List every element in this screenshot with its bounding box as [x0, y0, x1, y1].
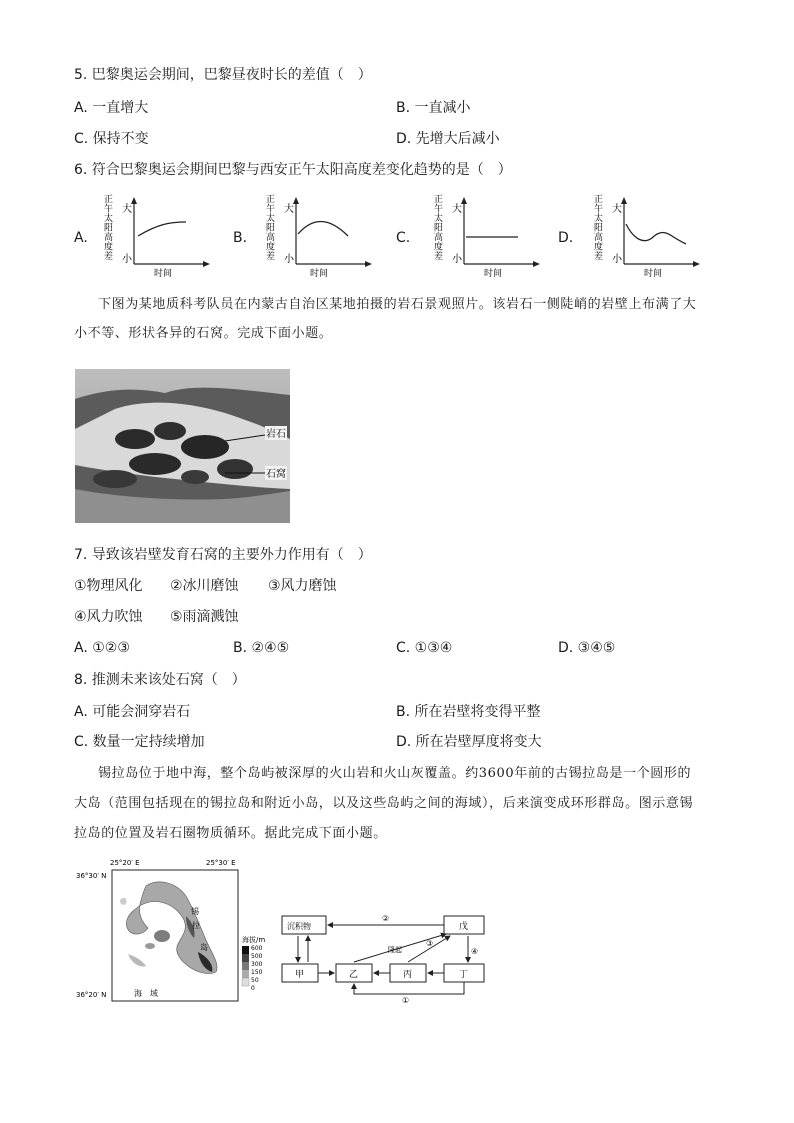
- graph-a-xlabel: 时间: [154, 269, 173, 278]
- q7-item-1: ①物理风化: [74, 578, 143, 594]
- label-bing: 丙: [403, 970, 413, 980]
- q7-option-b: B. ②④⑤: [233, 640, 290, 656]
- lat-bottom: 36°20′ N: [76, 991, 107, 999]
- q5-option-c: C. 保持不变: [74, 131, 149, 147]
- passage2-line2: 大岛（范围包括现在的锡拉岛和附近小岛，以及这些岛屿之间的海域），后来演变成环形群岛。图示意锡: [74, 796, 694, 811]
- label-n3: ③: [426, 939, 434, 948]
- q5-option-a: A. 一直增大: [74, 100, 149, 116]
- q8-stem: 8. 推测未来该处石窝（ ）: [74, 672, 246, 688]
- passage2-line1: 锡拉岛位于地中海，整个岛屿被深厚的火山岩和火山灰覆盖。约3600年前的古锡拉岛是一个圆形的: [98, 766, 692, 781]
- graph-b-ylabel-v: 正午太阳高度差: [266, 195, 276, 262]
- q7-item-3: ③风力磨蚀: [268, 578, 337, 594]
- q6-graph-d: [588, 194, 703, 278]
- label-sediment: 沉积物: [287, 922, 311, 931]
- graph-b-xlabel: 时间: [310, 269, 329, 278]
- rock-photo: [75, 369, 290, 523]
- legend-500: 500: [251, 953, 263, 960]
- q8-option-b: B. 所在岩壁将变得平整: [396, 704, 541, 720]
- graph-a-ylabel-v: 正午太阳高度差: [104, 195, 114, 262]
- graph-c-big: 大: [452, 204, 462, 215]
- graph-d-xlabel: 时间: [644, 269, 663, 278]
- graph-c-ylabel-v: 正午太阳高度差: [434, 195, 444, 262]
- legend-150: 150: [251, 969, 263, 976]
- legend-0: 0: [251, 985, 255, 992]
- legend-title: 海拔/m: [242, 936, 266, 944]
- q7-stem: 7. 导致该岩壁发育石窝的主要外力作用有（ ）: [74, 547, 372, 563]
- q8-option-d: D. 所在岩壁厚度将变大: [396, 734, 542, 750]
- curve-a: [138, 222, 186, 236]
- graph-d-small: 小: [612, 254, 622, 265]
- label-n2: ②: [382, 914, 390, 923]
- q5-option-d: D. 先增大后减小: [396, 131, 500, 147]
- q7-option-c: C. ①③④: [396, 640, 453, 656]
- passage2-line3: 拉岛的位置及岩石圈物质循环。据此完成下面小题。: [74, 826, 387, 841]
- graph-a-small: 小: [122, 254, 132, 265]
- graph-b-big: 大: [284, 204, 294, 215]
- graph-c-xlabel: 时间: [484, 269, 503, 278]
- q6-stem: 6. 符合巴黎奥运会期间巴黎与西安正午太阳高度差变化趋势的是（ ）: [74, 162, 512, 178]
- q6-graph-a: [98, 194, 213, 278]
- q8-option-a: A. 可能会洞穿岩石: [74, 704, 191, 720]
- q5-option-b: B. 一直减小: [396, 100, 471, 116]
- island-nea-kameni: [154, 930, 170, 942]
- curve-b: [298, 222, 348, 237]
- q5-stem: 5. 巴黎奥运会期间，巴黎昼夜时长的差值（ ）: [74, 67, 372, 83]
- label-hollow: 石窝: [266, 469, 286, 480]
- label-uplift: 隆起: [388, 946, 402, 954]
- curve-d: [626, 224, 686, 244]
- q7-item-5: ⑤雨滴溅蚀: [170, 609, 239, 625]
- q6-option-b-label: B.: [233, 230, 248, 246]
- legend-300: 300: [251, 961, 263, 968]
- island-char-1: 锡: [191, 907, 199, 916]
- legend-50: 50: [251, 977, 259, 984]
- label-rock: 岩石: [266, 429, 286, 440]
- q8-option-c: C. 数量一定持续增加: [74, 734, 205, 750]
- q7-item-4: ④风力吹蚀: [74, 609, 143, 625]
- label-ding: 丁: [459, 970, 469, 980]
- lon-left: 25°20′ E: [110, 859, 140, 867]
- label-yi: 乙: [349, 970, 359, 980]
- island-char-2: 拉: [192, 921, 200, 930]
- q7-option-a: A. ①②③: [74, 640, 130, 656]
- q6-option-a-label: A.: [74, 230, 88, 246]
- passage1-line2: 小不等、形状各异的石窝。完成下面小题。: [74, 326, 333, 341]
- q7-item-2: ②冰川磨蚀: [170, 578, 239, 594]
- label-wu: 戊: [459, 922, 469, 932]
- q6-option-c-label: C.: [396, 230, 411, 246]
- label-jia: 甲: [295, 970, 305, 980]
- sea-label: 海 域: [134, 989, 158, 998]
- lat-top: 36°30′ N: [76, 872, 107, 880]
- q6-graph-b: [260, 194, 375, 278]
- santorini-map: [76, 856, 272, 1006]
- q6-graph-c: [428, 194, 543, 278]
- graph-a-big: 大: [122, 204, 132, 215]
- graph-b-small: 小: [284, 254, 294, 265]
- island-char-3: 岛: [200, 943, 208, 952]
- passage1-line1: 下图为某地质科考队员在内蒙古自治区某地拍摄的岩石景观照片。该岩石一侧陡峭的岩壁上布满了大: [98, 297, 697, 312]
- rock-cycle-diagram: [278, 908, 490, 1004]
- label-n4: ④: [471, 947, 479, 956]
- q6-option-d-label: D.: [558, 230, 574, 246]
- label-n1: ①: [402, 996, 410, 1004]
- graph-d-big: 大: [612, 204, 622, 215]
- q7-option-d: D. ③④⑤: [558, 640, 616, 656]
- graph-d-ylabel-v: 正午太阳高度差: [594, 195, 604, 262]
- lon-right: 25°30′ E: [206, 859, 236, 867]
- graph-c-small: 小: [452, 254, 462, 265]
- legend-600: 600: [251, 945, 263, 952]
